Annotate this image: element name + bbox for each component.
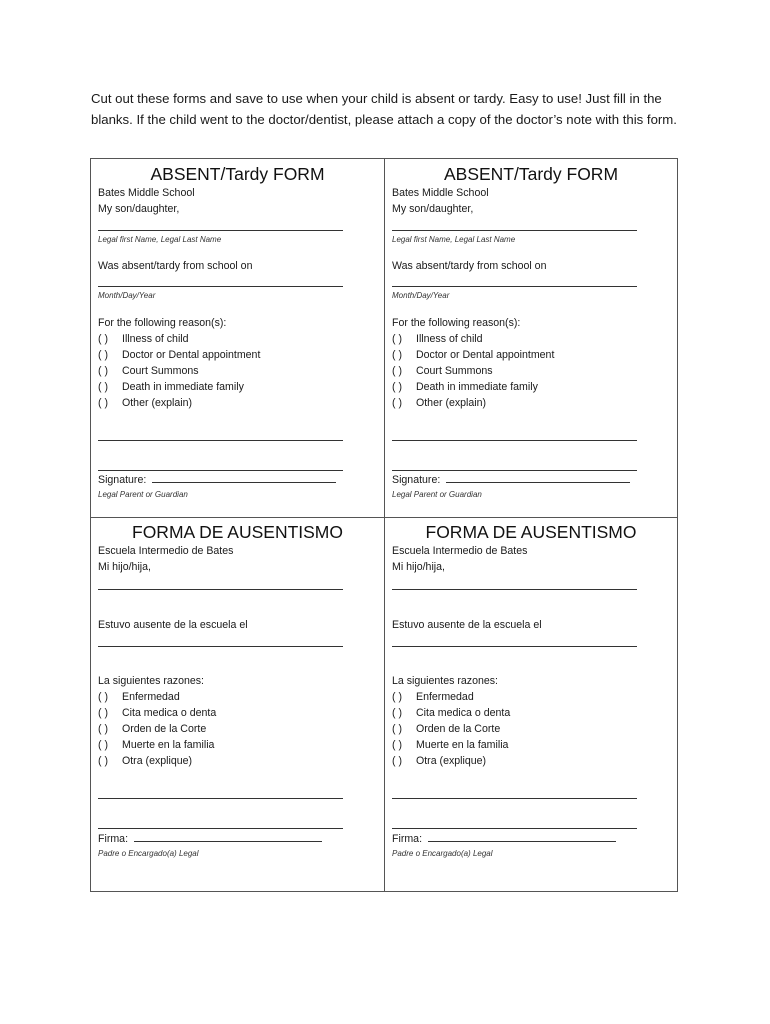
reason-option-death[interactable]: ( ) Death in immediate family	[392, 381, 538, 393]
date-line[interactable]	[392, 646, 637, 647]
absent-date-label: Was absent/tardy from school on	[392, 260, 547, 272]
checkbox-parens[interactable]: ( )	[98, 739, 108, 751]
absent-tardy-form-left	[91, 159, 385, 518]
student-name-line[interactable]	[392, 230, 637, 231]
son-daughter-label: My son/daughter,	[392, 203, 474, 215]
son-daughter-label: Mi hijo/hija,	[98, 561, 151, 573]
reasons-label: For the following reason(s):	[98, 317, 227, 329]
checkbox-parens[interactable]: ( )	[98, 707, 108, 719]
signature-line[interactable]	[134, 832, 322, 842]
forms-grid	[90, 158, 678, 892]
checkbox-parens[interactable]: ( )	[392, 739, 402, 751]
signature-row	[98, 473, 336, 487]
signature-hint: Legal Parent or Guardian	[98, 490, 188, 499]
checkbox-parens[interactable]: ( )	[392, 365, 402, 377]
checkbox-parens[interactable]: ( )	[98, 723, 108, 735]
checkbox-parens[interactable]: ( )	[392, 723, 402, 735]
reason-option-otra[interactable]: ( ) Otra (explique)	[392, 755, 487, 767]
school-name: Bates Middle School	[98, 187, 195, 199]
son-daughter-label: My son/daughter,	[98, 203, 180, 215]
reason-option-doctor[interactable]: ( ) Doctor or Dental appointment	[392, 349, 555, 361]
absent-date-label: Was absent/tardy from school on	[98, 260, 253, 272]
checkbox-parens[interactable]: ( )	[392, 333, 402, 345]
reason-option-enfermedad[interactable]: ( ) Enfermedad	[392, 691, 474, 703]
reason-option-other[interactable]: ( ) Other (explain)	[98, 397, 193, 409]
signature-line[interactable]	[428, 832, 616, 842]
date-line[interactable]	[98, 646, 343, 647]
reasons-label: For the following reason(s):	[392, 317, 521, 329]
reason-option-orden[interactable]: ( ) Orden de la Corte	[392, 723, 501, 735]
student-name-line[interactable]	[98, 589, 343, 590]
reason-option-muerte[interactable]: ( ) Muerte en la familia	[392, 739, 509, 751]
forma-de-ausentismo-left	[91, 518, 385, 891]
date-line[interactable]	[392, 286, 637, 287]
absent-date-label: Estuvo ausente de la escuela el	[392, 619, 542, 631]
checkbox-parens[interactable]: ( )	[98, 397, 108, 409]
explain-line-1[interactable]	[392, 440, 637, 441]
checkbox-parens[interactable]: ( )	[98, 755, 108, 767]
reason-option-cita[interactable]: ( ) Cita medica o denta	[392, 707, 511, 719]
checkbox-parens[interactable]: ( )	[392, 381, 402, 393]
student-name-line[interactable]	[392, 589, 637, 590]
signature-label: Signature:	[98, 474, 147, 486]
signature-hint: Legal Parent or Guardian	[392, 490, 482, 499]
explain-line-2[interactable]	[98, 828, 343, 829]
reason-option-doctor[interactable]: ( ) Doctor or Dental appointment	[98, 349, 261, 361]
reason-option-illness[interactable]: ( ) Illness of child	[392, 333, 483, 345]
school-name: Escuela Intermedio de Bates	[392, 545, 528, 557]
reasons-label: La siguientes razones:	[98, 675, 205, 687]
date-hint: Month/Day/Year	[392, 291, 450, 300]
signature-row	[392, 473, 630, 487]
checkbox-parens[interactable]: ( )	[392, 397, 402, 409]
reasons-label: La siguientes razones:	[392, 675, 499, 687]
student-name-hint: Legal first Name, Legal Last Name	[98, 235, 222, 244]
school-name: Escuela Intermedio de Bates	[98, 545, 234, 557]
explain-line-2[interactable]	[392, 470, 637, 471]
form-title: FORMA DE AUSENTISMO	[425, 522, 637, 542]
reason-option-court[interactable]: ( ) Court Summons	[392, 365, 493, 377]
explain-line-2[interactable]	[392, 828, 637, 829]
son-daughter-label: Mi hijo/hija,	[392, 561, 445, 573]
checkbox-parens[interactable]: ( )	[392, 707, 402, 719]
signature-label: Firma:	[98, 833, 129, 845]
reason-option-court[interactable]: ( ) Court Summons	[98, 365, 199, 377]
forma-de-ausentismo-right	[385, 518, 677, 891]
signature-line[interactable]	[152, 473, 336, 483]
student-name-line[interactable]	[98, 230, 343, 231]
checkbox-parens[interactable]: ( )	[98, 381, 108, 393]
checkbox-parens[interactable]: ( )	[392, 691, 402, 703]
reason-option-muerte[interactable]: ( ) Muerte en la familia	[98, 739, 215, 751]
signature-hint: Padre o Encargado(a) Legal	[98, 849, 199, 858]
explain-line-1[interactable]	[98, 798, 343, 799]
explain-line-2[interactable]	[98, 470, 343, 471]
signature-line[interactable]	[446, 473, 630, 483]
checkbox-parens[interactable]: ( )	[392, 349, 402, 361]
reason-option-cita[interactable]: ( ) Cita medica o denta	[98, 707, 217, 719]
checkbox-parens[interactable]: ( )	[392, 755, 402, 767]
form-title: ABSENT/Tardy FORM	[150, 164, 325, 184]
school-name: Bates Middle School	[392, 187, 489, 199]
reason-option-other[interactable]: ( ) Other (explain)	[392, 397, 487, 409]
checkbox-parens[interactable]: ( )	[98, 365, 108, 377]
reason-option-orden[interactable]: ( ) Orden de la Corte	[98, 723, 207, 735]
signature-row	[98, 832, 322, 846]
date-line[interactable]	[98, 286, 343, 287]
reason-option-otra[interactable]: ( ) Otra (explique)	[98, 755, 193, 767]
instructions-text: Cut out these forms and save to use when your child is absent or tardy. Easy to use! Just fill in the blanks. If the child went to the doctor/dentist, please attach a copy of the doctor’s note with this form.	[91, 91, 677, 127]
signature-hint: Padre o Encargado(a) Legal	[392, 849, 493, 858]
form-title: FORMA DE AUSENTISMO	[132, 522, 343, 542]
checkbox-parens[interactable]: ( )	[98, 349, 108, 361]
student-name-hint: Legal first Name, Legal Last Name	[392, 235, 516, 244]
checkbox-parens[interactable]: ( )	[98, 691, 108, 703]
explain-line-1[interactable]	[392, 798, 637, 799]
reason-option-death[interactable]: ( ) Death in immediate family	[98, 381, 244, 393]
reason-option-illness[interactable]: ( ) Illness of child	[98, 333, 189, 345]
absent-date-label: Estuvo ausente de la escuela el	[98, 619, 248, 631]
checkbox-parens[interactable]: ( )	[98, 333, 108, 345]
signature-label: Signature:	[392, 474, 441, 486]
signature-label: Firma:	[392, 833, 423, 845]
absent-tardy-form-right	[385, 159, 677, 518]
explain-line-1[interactable]	[98, 440, 343, 441]
date-hint: Month/Day/Year	[98, 291, 156, 300]
signature-row	[392, 832, 616, 846]
form-title: ABSENT/Tardy FORM	[443, 164, 619, 184]
reason-option-enfermedad[interactable]: ( ) Enfermedad	[98, 691, 180, 703]
